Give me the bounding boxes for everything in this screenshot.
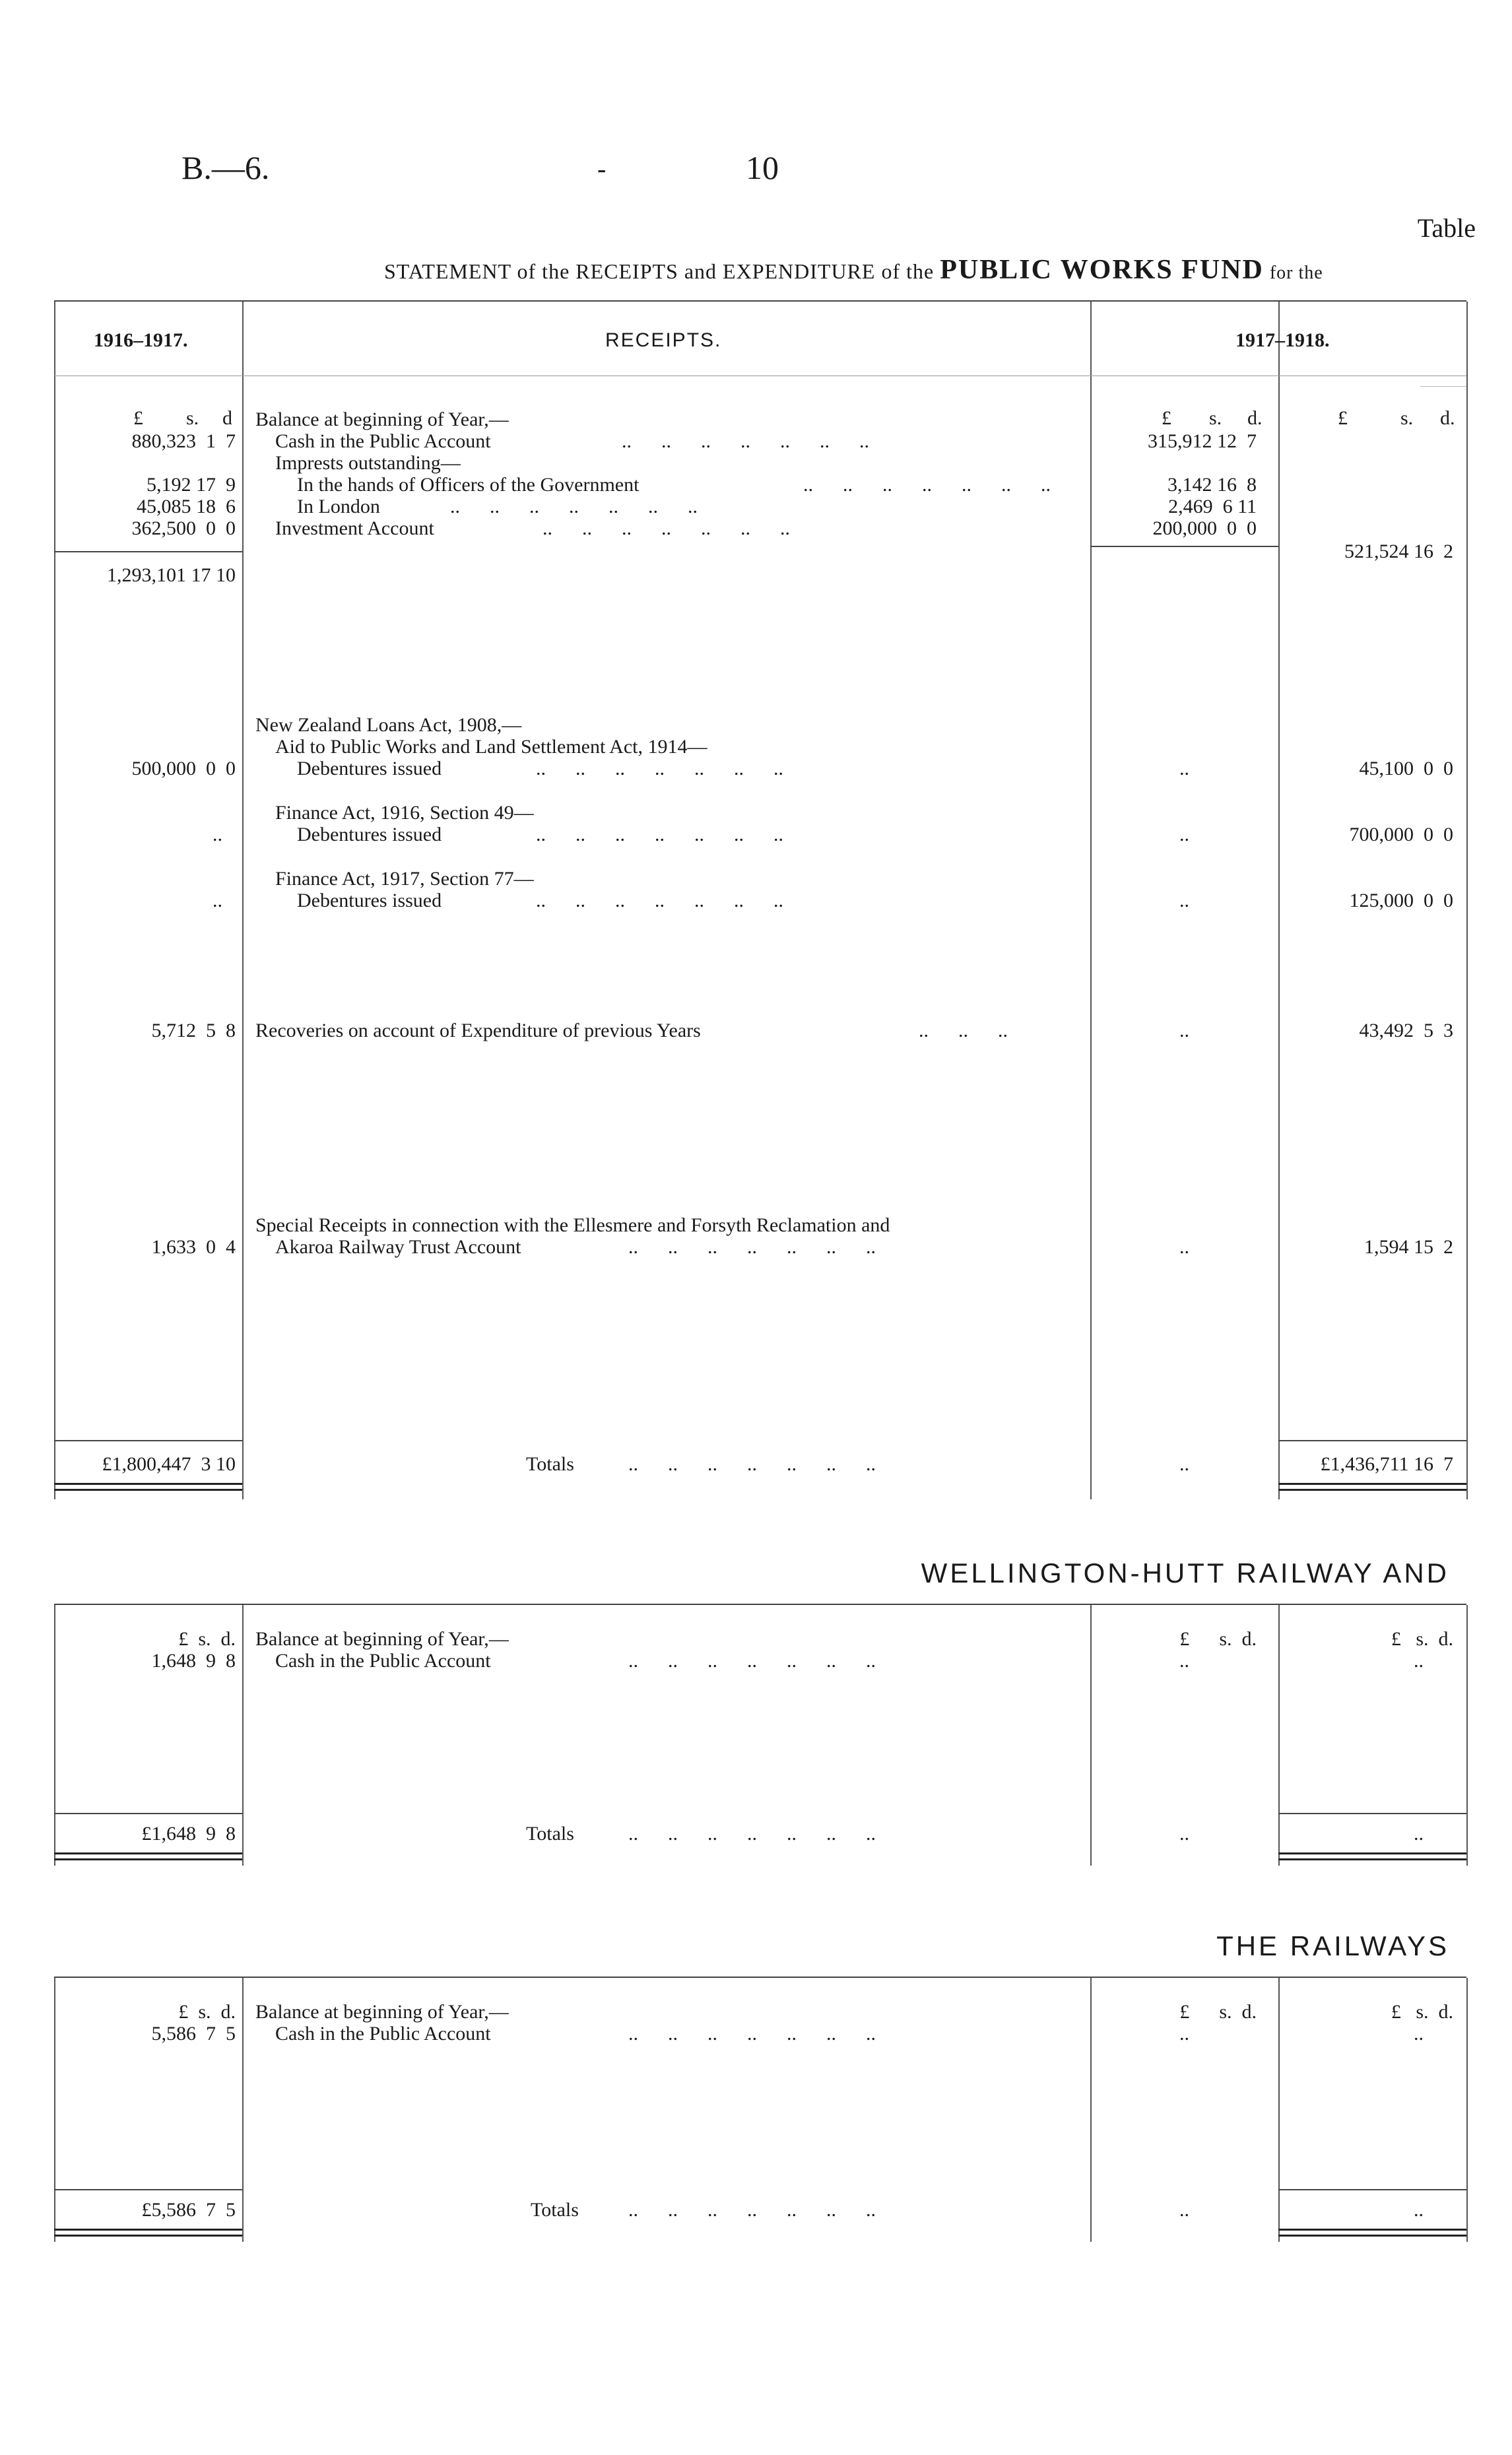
special-receipts-line2: Akaroa Railway Trust Account [275,1236,521,1258]
finance-1917-debentures-label: Debentures issued [297,890,442,911]
recoveries-mid-empty: .. [1179,1020,1189,1041]
aid-curr-value: 45,100 0 0 [1359,758,1453,779]
finance-1916-label: Finance Act, 1916, Section 49— [275,802,534,824]
receipts-table [54,300,1466,1499]
leader-dots: .. .. .. .. .. .. .. [628,1823,876,1845]
wellington-right-empty: .. [1414,1650,1424,1672]
unit-shilling-right: s. [1400,407,1414,429]
finance-1917-curr-value: 125,000 0 0 [1349,890,1453,911]
unit-pound-mid: £ [1162,407,1171,429]
prev-london-value: 45,085 18 6 [137,496,236,517]
totals-mid-empty: .. [1179,1453,1189,1475]
wellington-cash-label: Cash in the Public Account [275,1650,491,1672]
totals-prev-value: £1,800,447 3 10 [102,1453,236,1475]
document-reference: B.—6. [181,149,270,186]
aid-prev-value: 500,000 0 0 [131,758,236,779]
finance-1916-debentures-label: Debentures issued [297,824,442,845]
statement-title [384,254,1323,286]
leader-dots: .. .. .. .. .. .. .. [542,517,790,539]
wellington-totals-right-empty: .. [1414,1823,1424,1845]
curr-london-value: 2,469 6 11 [1168,496,1257,517]
header-dash: - [597,154,607,183]
recoveries-label: Recoveries on account of Expenditure of previous Years [255,1020,701,1041]
wellington-units-prev: £ s. d. [178,1628,236,1650]
imprests-label: Imprests outstanding— [275,452,461,474]
special-mid-empty: .. [1179,1236,1189,1258]
leader-dots: .. .. .. .. .. .. .. [536,758,783,779]
railways-cash-label: Cash in the Public Account [275,2023,491,2045]
unit-pound-prev: £ [133,407,143,429]
railways-totals-right-empty: .. [1414,2199,1424,2221]
aid-act-label: Aid to Public Works and Land Settlement Act, 1914— [275,736,707,758]
column-header-receipts: RECEIPTS. [605,329,722,351]
railways-totals-label: Totals [531,2199,579,2221]
unit-shilling-mid: s. [1209,407,1222,429]
aid-debentures-label: Debentures issued [297,758,442,779]
officers-label: In the hands of Officers of the Government [297,474,640,496]
railways-units-right: £ s. d. [1391,2001,1453,2023]
finance-1917-label: Finance Act, 1917, Section 77— [275,868,534,890]
prev-cash-value: 880,323 1 7 [131,430,236,452]
leader-dots: .. .. .. .. .. .. .. [450,496,698,517]
finance-1917-mid-empty: .. [1179,890,1189,911]
leader-dots: .. .. .. .. .. .. .. [803,474,1051,496]
prev-subtotal-value: 1,293,101 17 10 [107,564,236,586]
finance-1917-prev-value: .. [213,890,222,911]
wellington-totals-mid-empty: .. [1179,1823,1189,1845]
prev-officers-value: 5,192 17 9 [147,474,236,496]
title-suffix: for the [1269,263,1323,283]
leader-dots: .. .. .. .. .. .. .. [536,890,783,911]
totals-curr-value: £1,436,711 16 7 [1320,1453,1453,1475]
railways-totals-prev: £5,586 7 5 [141,2199,236,2221]
recoveries-curr-value: 43,492 5 3 [1359,1020,1453,1041]
wellington-balance-heading: Balance at beginning of Year,— [255,1628,509,1650]
leader-dots-short: .. .. .. [919,1020,1008,1041]
london-label: In London [297,496,380,517]
finance-1916-curr-value: 700,000 0 0 [1349,824,1453,845]
totals-label: Totals [526,1453,574,1475]
unit-shilling-prev: s. [186,407,199,429]
leader-dots: .. .. .. .. .. .. .. [622,430,869,452]
railways-right-empty: .. [1414,2023,1424,2045]
column-header-1916-1917: 1916–1917. [94,329,188,351]
railways-units-prev: £ s. d. [178,2001,236,2023]
wellington-units-right: £ s. d. [1391,1628,1453,1650]
unit-pence-prev: d [222,407,232,429]
leader-dots: .. .. .. .. .. .. .. [628,2023,876,2045]
railways-prev-balance: 5,586 7 5 [151,2023,236,2045]
prev-investment-value: 362,500 0 0 [131,517,236,539]
wellington-hutt-table [54,1604,1466,1866]
table-label: Table [1417,213,1476,243]
railways-table [54,1977,1466,2242]
railways-balance-heading: Balance at beginning of Year,— [255,2001,509,2023]
special-curr-value: 1,594 15 2 [1364,1236,1453,1258]
wellington-totals-prev: £1,648 9 8 [141,1823,236,1845]
leader-dots: .. .. .. .. .. .. .. [536,824,783,845]
leader-dots: .. .. .. .. .. .. .. [628,1236,876,1258]
cash-public-account-label: Cash in the Public Account [275,430,491,452]
page-number: 10 [746,149,779,186]
leader-dots: .. .. .. .. .. .. .. [628,1453,876,1475]
leader-dots: .. .. .. .. .. .. .. [628,2199,876,2221]
recoveries-prev-value: 5,712 5 8 [151,1020,236,1041]
finance-1916-mid-empty: .. [1179,824,1189,845]
special-prev-value: 1,633 0 4 [151,1236,236,1258]
wellington-totals-label: Totals [526,1823,574,1845]
wellington-hutt-title: WELLINGTON-HUTT RAILWAY AND [921,1557,1449,1588]
curr-balance-total: 521,524 16 2 [1344,540,1453,562]
column-header-1917-1918: 1917–1918. [1235,329,1330,351]
curr-cash-value: 315,912 12 7 [1148,430,1257,452]
wellington-units-mid: £ s. d. [1179,1628,1257,1650]
leader-dots: .. .. .. .. .. .. .. [628,1650,876,1672]
curr-investment-value: 200,000 0 0 [1152,517,1257,539]
railways-totals-mid-empty: .. [1179,2199,1189,2221]
unit-pence-right: d. [1440,407,1455,429]
special-receipts-line1: Special Receipts in connection with the Ellesmere and Forsyth Reclamation and [255,1214,890,1236]
finance-1916-prev-value: .. [213,824,222,845]
unit-pound-right: £ [1338,407,1348,429]
wellington-mid-empty: .. [1179,1650,1189,1672]
railways-mid-empty: .. [1179,2023,1189,2045]
unit-pence-mid: d. [1247,407,1263,429]
balance-heading: Balance at beginning of Year,— [255,409,509,430]
railways-title: THE RAILWAYS [1216,1930,1449,1961]
railways-units-mid: £ s. d. [1179,2001,1257,2023]
title-prefix: STATEMENT of the RECEIPTS and EXPENDITURE of the [384,259,935,283]
curr-officers-value: 3,142 16 8 [1167,474,1257,496]
loans-act-heading: New Zealand Loans Act, 1908,— [255,714,522,736]
wellington-prev-balance: 1,648 9 8 [151,1650,236,1672]
title-fund: PUBLIC WORKS FUND [940,255,1264,285]
investment-label: Investment Account [275,517,434,539]
aid-mid-empty: .. [1179,758,1189,779]
